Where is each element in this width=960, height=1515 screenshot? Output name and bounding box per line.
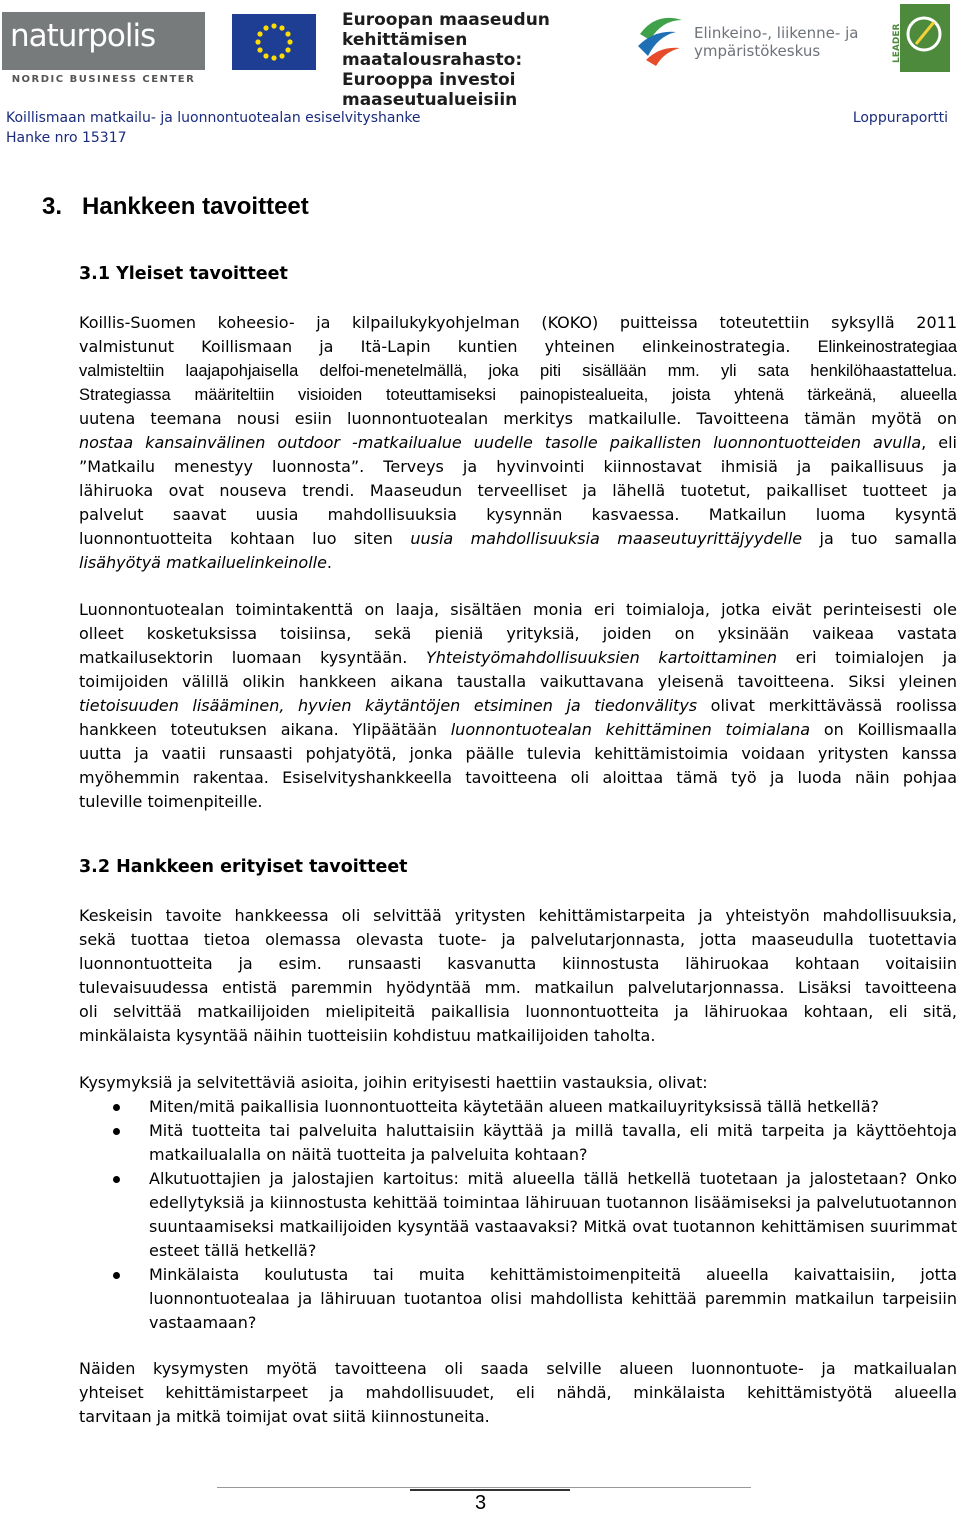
text-line: matkailusektorin luomaan kysyntään. Yhteistyömahdollisuuksien kartoittaminen eri toimialojen ja [79,648,958,667]
text-line: Kysymyksiä ja selvitettäviä asioita, joihin erityisesti haettiin vastauksia, olivat: [79,1073,708,1092]
list-item: Mitä tuotteita tai palveluita haluttaisiin käyttää ja millä tavalla, eli mitä tarpeita ja käyttöehtoja matkailualalla on näitä tuotteita ja palveluita kohtaan? [79,1119,957,1167]
bullet-icon [113,1104,120,1111]
text-line: tarvitaan ja mitkä toimijat ovat siitä kiinnostuneita. [79,1407,490,1426]
section-heading: 3. Hankkeen tavoitteet [42,193,309,220]
header-report-type: Loppuraportti [852,110,948,126]
text-line: Luonnontuotealan toimintakenttä on laaja, sisältäen monia eri toimialoja, jotka eivät perinteisesti ole [79,600,957,619]
text-line: Keskeisin tavoite hankkeessa oli selvittää yritysten kehittämistarpeita ja yhteistyön mahdollisuuksia, [79,906,957,925]
text-line: valmistunut Koillismaan ja Itä-Lapin kuntien yhteinen elinkeinostrategia. Elinkeinostrategiaa [79,337,957,356]
footer-divider [217,1487,751,1488]
bullet-icon [113,1128,120,1135]
eu-text-line: Euroopan maaseudun [342,10,550,30]
paragraph-conclusion [79,1357,957,1429]
naturpolis-wordmark: naturpolis [10,18,156,54]
text-line: lisähyötyä matkailuelinkeinolle. [79,553,333,572]
text-line: Strategiassa määriteltiin visioiden toteuttamiseksi painopistealueita, joista yhtenä tärkeänä, alueella [79,386,957,404]
paragraph-specific-goals [79,904,957,1048]
text-line: tietoisuuden lisääminen, hyvien käytäntöjen etsiminen ja tiedonvälitys olivat merkittävässä roolissa [79,696,957,715]
text-line: ”Matkailu menestyy luonnosta”. Terveys ja hyvinvointi kiinnostavat ihmisiä ja paikallisuus ja [79,457,957,476]
text-line: sekä tuottaa tietoa olemassa olevasta tuote- ja palvelutarjonnasta, jotta maaseudulla tuotettavia [79,930,957,949]
text-line: valmisteltiin laajapohjaisella delfoi-menetelmällä, joka piti sisällään mm. yli sata henkilöhaastattelua. [79,362,957,380]
svg-text:LEADER: LEADER [892,23,902,63]
subsection-heading-general: 3.1 Yleiset tavoitteet [79,264,288,284]
text-line: oli selvittää matkailijoiden mielipiteitä paikallisia luonnontuotteita ja lähiruokaa kohtaan, eli sitä, [79,1002,957,1021]
text-line: lähiruoka ovat nouseva trendi. Maaseudun terveelliset ja lähellä tuotetut, paikalliset tuotteet ja [79,481,957,500]
leader-logo [886,4,950,72]
list-item: Miten/mitä paikallisia luonnontuotteita käytetään alueen matkailuyrityksissä tällä hetkellä? [79,1095,957,1119]
question-list [79,1095,957,1335]
text-line: tulevaisuudessa entistä paremmin hyödyntää mm. matkailun palvelutarjonnassa. Lisäksi tavoitteena [79,978,957,997]
text-line: toimijoiden välillä olikin hankkeen aikana taustalla vaikuttavana yleisenä tavoitteena. Siksi yleinen [79,672,957,691]
ely-text-line: Elinkeino-, liikenne- ja [694,24,859,42]
text-line: uutta ja vaatii runsaasti pohjatyötä, jonka päälle tulevia kehittämistoimia voidaan yritysten kanssa [79,744,957,763]
bullet-icon [113,1176,120,1183]
list-item: Alkutuottajien ja jalostajien kartoitus: mitä alueella tällä hetkellä tuotetaan ja jalostetaan? Onko edellytyksiä ja kiinnostusta kehittää toimintaa lähiruuan tuotannon lisäämiseksi ja palvelutuotannon suuntaamiseksi matkailijoiden kysyntää vastaavaksi? Mitkä ovat tuotannon kehittämisen suurimmat esteet tällä hetkellä? [79,1167,957,1263]
paragraph-general-goals [79,311,957,575]
text-line: minkälaista kysyntää näihin tuotteisiin kohdistuu matkailijoiden taholta. [79,1026,656,1045]
bullets-intro [79,1071,957,1095]
naturpolis-subtitle: NORDIC BUSINESS CENTER [11,74,196,85]
text-line: luonnontuotteita ja esim. runsaasti kasvanutta kiinnostusta lähiruokaa kohtaan voitaisiin [79,954,957,973]
eu-fund-text [342,10,632,110]
header-project-title: Koillismaan matkailu- ja luonnontuotealan esiselvityshanke [6,110,421,126]
text-line: hankkeen toteutuksen aikana. Ylipäätään luonnontuotealan kehittäminen toimialana on Koillismaalla [79,720,958,739]
text-line: palvelut saavat uusia mahdollisuuksia kysynnän kasvaessa. Matkailun luoma kysyntä [79,505,957,524]
eu-flag-logo [232,14,316,70]
footer-divider-accent [410,1489,570,1491]
list-item: Minkälaista koulutusta tai muita kehittämistoimenpiteitä alueella kaivattaisiin, jotta luonnontuotealaa ja lähiruuan tuotantoa olisi mahdollista kehittää paremmin matkailun tarpeisiin vastaamaan? [79,1263,957,1335]
header-project-number: Hanke nro 15317 [6,130,127,146]
ely-centre-text [694,24,864,92]
text-line: nostaa kansainvälinen outdoor -matkailualue uudelle tasolle paikallisten luonnontuotteiden avulla, eli [79,433,958,452]
ely-centre-icon [636,10,686,66]
ely-text-line: ympäristökeskus [694,42,821,60]
text-line: tuleville toimenpiteille. [79,792,263,811]
text-line: olleet kosketuksissa toisiinsa, sekä pieniä yrityksiä, joiden on yksinään vaikeaa vastata [79,624,957,643]
eu-text-line: kehittämisen maatalousrahasto: [342,30,523,70]
text-line: myöhemmin rakentaa. Esiselvityshankkeella tavoitteena oli aloittaa tämä työ ja luoda näin pohjaa [79,768,957,787]
text-line: luonnontuotteita kohtaan luo siten uusia mahdollisuuksia maaseutuyrittäjyydelle ja tuo samalla [79,529,958,548]
bullet-icon [113,1272,120,1279]
text-line: yhteiset kehittämistarpeet ja mahdollisuudet, eli nähdä, minkälaista kehittämistyötä alueella [79,1383,957,1402]
subsection-heading-specific: 3.2 Hankkeen erityiset tavoitteet [79,857,408,877]
text-line: Koillis-Suomen koheesio- ja kilpailukykyohjelman (KOKO) puitteissa toteutettiin syksyllä 2011 [79,313,957,332]
page-number: 3 [475,1492,487,1514]
paragraph-nature-products-field [79,598,957,814]
logo-bar [0,0,960,110]
naturpolis-logo [2,12,205,85]
eu-text-line: Eurooppa investoi maaseutualueisiin [342,70,518,110]
text-line: uutena teemana nousi esiin luonnontuotealan merkitys matkailulle. Tavoitteena tämän myötä on [79,409,958,428]
text-line: Näiden kysymysten myötä tavoitteena oli saada selville alueen luonnontuote- ja matkailualan [79,1359,957,1378]
